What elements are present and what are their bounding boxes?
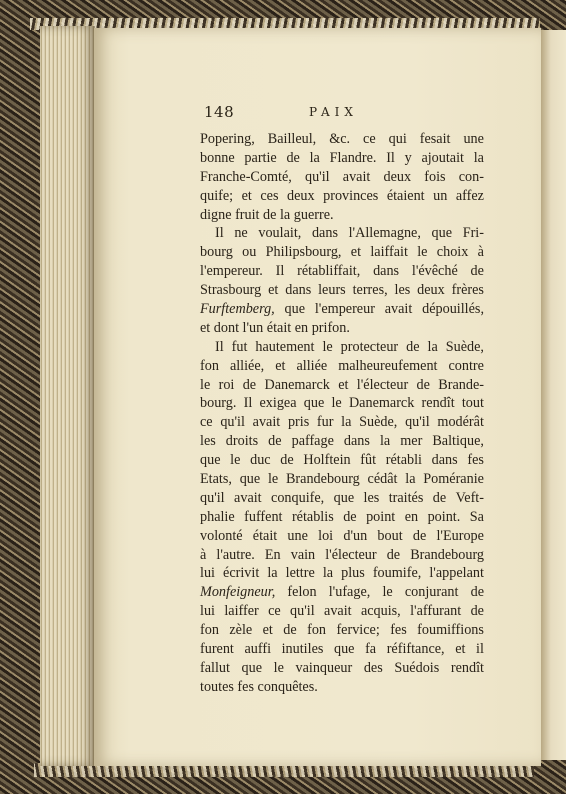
word: de (406, 338, 420, 355)
word: ces (260, 187, 279, 204)
word: lui (200, 603, 215, 620)
word: de (412, 527, 427, 544)
word: que (333, 489, 355, 506)
text-line (200, 319, 484, 338)
word: frères (451, 282, 484, 299)
word: fois (424, 168, 446, 185)
text-line (200, 149, 484, 168)
word: traités (388, 489, 424, 506)
word: conjurant (404, 584, 459, 601)
word: fût (360, 452, 377, 469)
word: point. (427, 508, 461, 525)
text-line (200, 451, 484, 470)
word: provinces (323, 187, 379, 204)
word: de (242, 376, 257, 393)
text-line (200, 376, 484, 395)
word: digne fruit de la guerre. (200, 206, 334, 223)
text-line (200, 489, 484, 508)
word: un (433, 187, 448, 204)
word: l'appelant (429, 565, 484, 582)
word: rétabli (385, 452, 422, 469)
word: de (283, 622, 297, 639)
word: Suède, (359, 414, 398, 431)
word: fervice; (336, 622, 380, 639)
word: bonne (200, 149, 235, 166)
word: et (275, 357, 286, 374)
word: écrivit (223, 565, 260, 582)
word: et (455, 641, 466, 658)
text-line (200, 678, 484, 697)
word: bout (377, 527, 403, 544)
word: bourg (200, 244, 233, 261)
word: Etats, (200, 471, 232, 488)
running-head: PAIX (309, 105, 358, 119)
word: con- (458, 168, 484, 185)
word: que (241, 659, 263, 676)
word: Il (243, 395, 253, 412)
word: rendît (450, 659, 484, 676)
word: hautement (255, 338, 315, 355)
word: furent (200, 641, 234, 658)
word: fallut (200, 659, 230, 676)
text-line (200, 130, 484, 149)
text-line (200, 659, 484, 678)
word: Strasbourg (200, 282, 262, 299)
text-line (200, 357, 484, 376)
word: Il (386, 149, 395, 166)
word: avait (324, 603, 352, 620)
word: partie (244, 149, 277, 166)
word: inutiles (281, 641, 324, 658)
word: alliée, (229, 357, 265, 374)
word: ce (363, 131, 376, 147)
word: rétabliffait, (297, 263, 361, 280)
word: ne (234, 225, 248, 242)
word: mer (400, 433, 423, 450)
word: qu'il (304, 168, 330, 185)
word: l'affurant (410, 603, 462, 620)
word: qui (388, 131, 407, 147)
word: Brandebourg (285, 471, 360, 488)
word: avait (234, 489, 262, 506)
word: que (239, 471, 261, 488)
word: conquife, (271, 489, 325, 506)
word: qu'il (290, 603, 315, 620)
word: les (394, 282, 411, 299)
word: l'électeur (325, 546, 377, 563)
word: l'empereur (314, 301, 375, 318)
word: protecteur (340, 338, 399, 355)
word: l'ufage, (328, 584, 371, 601)
word: Philipsbourg, (265, 244, 342, 261)
word: de (470, 263, 484, 280)
word: avait (384, 301, 413, 318)
word: l'autre. (216, 546, 255, 563)
word: ce (268, 603, 281, 620)
word: Poméranie (423, 471, 484, 488)
word: était (252, 527, 278, 544)
text-line (200, 508, 484, 527)
word: Fri- (462, 225, 484, 242)
word: la (267, 565, 278, 582)
word: quife; (200, 187, 234, 204)
word: fa (365, 641, 377, 658)
text-line (200, 281, 484, 300)
word: le (200, 376, 211, 393)
word: il (476, 641, 484, 658)
word: Baltique, (432, 433, 484, 450)
word: étaient (386, 187, 425, 204)
word: foumiffions (417, 622, 484, 639)
text-line (200, 338, 484, 357)
word: choix (436, 244, 469, 261)
word: lui (200, 565, 215, 582)
word: et (268, 282, 279, 299)
word: phalie (200, 508, 235, 525)
word: Holftein (303, 452, 351, 469)
word: rétablis (291, 508, 334, 525)
word: acquis, (360, 603, 401, 620)
word: roi (218, 376, 235, 393)
text-line (200, 262, 484, 281)
word: fut (231, 338, 248, 355)
text-line (200, 470, 484, 489)
word: de (268, 433, 282, 450)
word: et (338, 376, 349, 393)
facing-page-edge (541, 30, 566, 760)
word: de (470, 584, 484, 601)
word: ajoutait (421, 149, 464, 166)
word: de (280, 452, 294, 469)
word: alliée (296, 357, 328, 374)
word: une (463, 131, 484, 147)
text-line (200, 187, 484, 206)
word: de (416, 376, 430, 393)
word: dans (373, 263, 400, 280)
word: En (264, 546, 281, 563)
word: avait (342, 168, 371, 185)
word: pris (287, 414, 310, 431)
word: le (322, 338, 333, 355)
word: les (200, 433, 216, 450)
word: deux (383, 168, 412, 185)
text-line (200, 168, 484, 187)
word: qu'il (220, 414, 245, 431)
word: Brandebourg (410, 546, 484, 563)
word: réfiftance, (386, 641, 445, 658)
word: que (284, 301, 306, 318)
word: y (404, 149, 412, 166)
word: loi (318, 527, 334, 544)
word: zèle (229, 622, 253, 639)
word: fesait (419, 131, 451, 147)
word: le (382, 584, 393, 601)
text-line (200, 564, 484, 583)
word: deux (417, 282, 445, 299)
word: terres, (352, 282, 388, 299)
word: bourg. (200, 395, 237, 412)
word: malheureufement (338, 357, 438, 374)
text-line (200, 602, 484, 621)
word: exigea (259, 395, 297, 412)
word: la (379, 433, 391, 450)
text-line (200, 546, 484, 565)
word: ou (242, 244, 257, 261)
word: Monfeigneur, (200, 584, 276, 601)
word: qu'il (200, 489, 225, 506)
word: vain (290, 546, 316, 563)
word: la (405, 471, 416, 488)
word: Veft- (455, 489, 484, 506)
word: Furftemberg, (200, 301, 275, 318)
word: fon (307, 622, 327, 639)
word: de (343, 508, 357, 525)
word: l'Europe (436, 527, 484, 544)
word: Bailleul, (267, 131, 317, 147)
word: le (230, 452, 241, 469)
word: que (200, 452, 221, 469)
word: point (366, 508, 396, 525)
word: cédât (367, 471, 398, 488)
word: la (322, 565, 334, 582)
word: fon (200, 622, 219, 639)
word: à (477, 244, 484, 261)
word: toutes fes conquêtes. (200, 678, 318, 695)
text-line (200, 640, 484, 659)
word: droits (225, 433, 259, 450)
word: plus (341, 565, 365, 582)
word: le (267, 471, 279, 488)
word: de (432, 489, 447, 506)
word: une (287, 527, 308, 544)
word: laiffer (224, 603, 259, 620)
word: la (427, 338, 438, 355)
word: Danemarck (264, 376, 330, 393)
word: Suède, (445, 338, 484, 355)
word: la (341, 414, 352, 431)
word: voulait, (258, 225, 302, 242)
word: Flandre. (329, 149, 377, 166)
word: à (200, 546, 207, 563)
word: la (309, 149, 320, 166)
word: que (431, 225, 453, 242)
word: le (273, 659, 284, 676)
word: dans (343, 433, 370, 450)
word: qu'il (405, 414, 430, 431)
word: dépouillés, (422, 301, 484, 318)
text-line (200, 413, 484, 432)
text-line (200, 243, 484, 262)
word: deux (287, 187, 315, 204)
text-line (200, 394, 484, 413)
word: Brande- (438, 376, 484, 393)
word: et (241, 187, 252, 204)
word: fes (390, 622, 407, 639)
word: l'électeur (356, 376, 409, 393)
word: que (303, 395, 325, 412)
word: dans (431, 452, 458, 469)
word: l'Allemagne, (348, 225, 421, 242)
word: et (350, 244, 362, 261)
word: tout (461, 395, 484, 412)
word: &c. (329, 131, 351, 147)
word: le (331, 395, 342, 412)
word: Suédois (394, 659, 440, 676)
word: duc (250, 452, 271, 469)
word: lettre (285, 565, 315, 582)
word: la (473, 149, 484, 166)
word: modérât (437, 414, 484, 431)
page-header (204, 103, 484, 123)
word: contre (448, 357, 484, 374)
word: fon (200, 357, 219, 374)
word: d'un (343, 527, 368, 544)
text-line (200, 206, 484, 225)
page-stack-edges (40, 26, 95, 766)
page-number: 148 (204, 103, 235, 121)
word: les (363, 489, 380, 506)
word: laiffait (370, 244, 408, 261)
word: que (333, 641, 355, 658)
word: de (286, 149, 300, 166)
text-line (200, 583, 484, 602)
word: avait (252, 414, 281, 431)
word: Franche-Comté, (200, 168, 292, 185)
word: Il (215, 338, 224, 355)
text-line (200, 224, 484, 243)
text-line (200, 527, 484, 546)
word: volonté (200, 527, 243, 544)
text-line (200, 432, 484, 451)
word: Il (215, 225, 224, 242)
word: leurs (318, 282, 346, 299)
word: de (386, 546, 401, 563)
word: felon (287, 584, 317, 601)
word: Popering, (200, 131, 255, 147)
word: en (404, 508, 419, 525)
word: dans (311, 225, 338, 242)
word: paffage (291, 433, 334, 450)
word: et dont l'un était en prifon. (200, 319, 350, 336)
word: Il (275, 263, 285, 280)
body-text (200, 130, 484, 697)
word: Sa (469, 508, 484, 525)
word: fes (467, 452, 484, 469)
word: l'évêché (411, 263, 458, 280)
word: des (363, 659, 383, 676)
word: fuffent (244, 508, 283, 525)
word: le (417, 244, 428, 261)
word: auffi (244, 641, 272, 658)
word: ce (200, 414, 213, 431)
word: de (470, 603, 484, 620)
word: foumife, (372, 565, 422, 582)
word: vainqueur (295, 659, 353, 676)
word: rendît (421, 395, 455, 412)
text-line (200, 300, 484, 319)
word: l'empereur. (200, 263, 263, 280)
word: Danemarck (348, 395, 415, 412)
word: dans (285, 282, 312, 299)
word: et (262, 622, 273, 639)
word: fur (316, 414, 334, 431)
text-line (200, 621, 484, 640)
word: affez (455, 187, 484, 204)
